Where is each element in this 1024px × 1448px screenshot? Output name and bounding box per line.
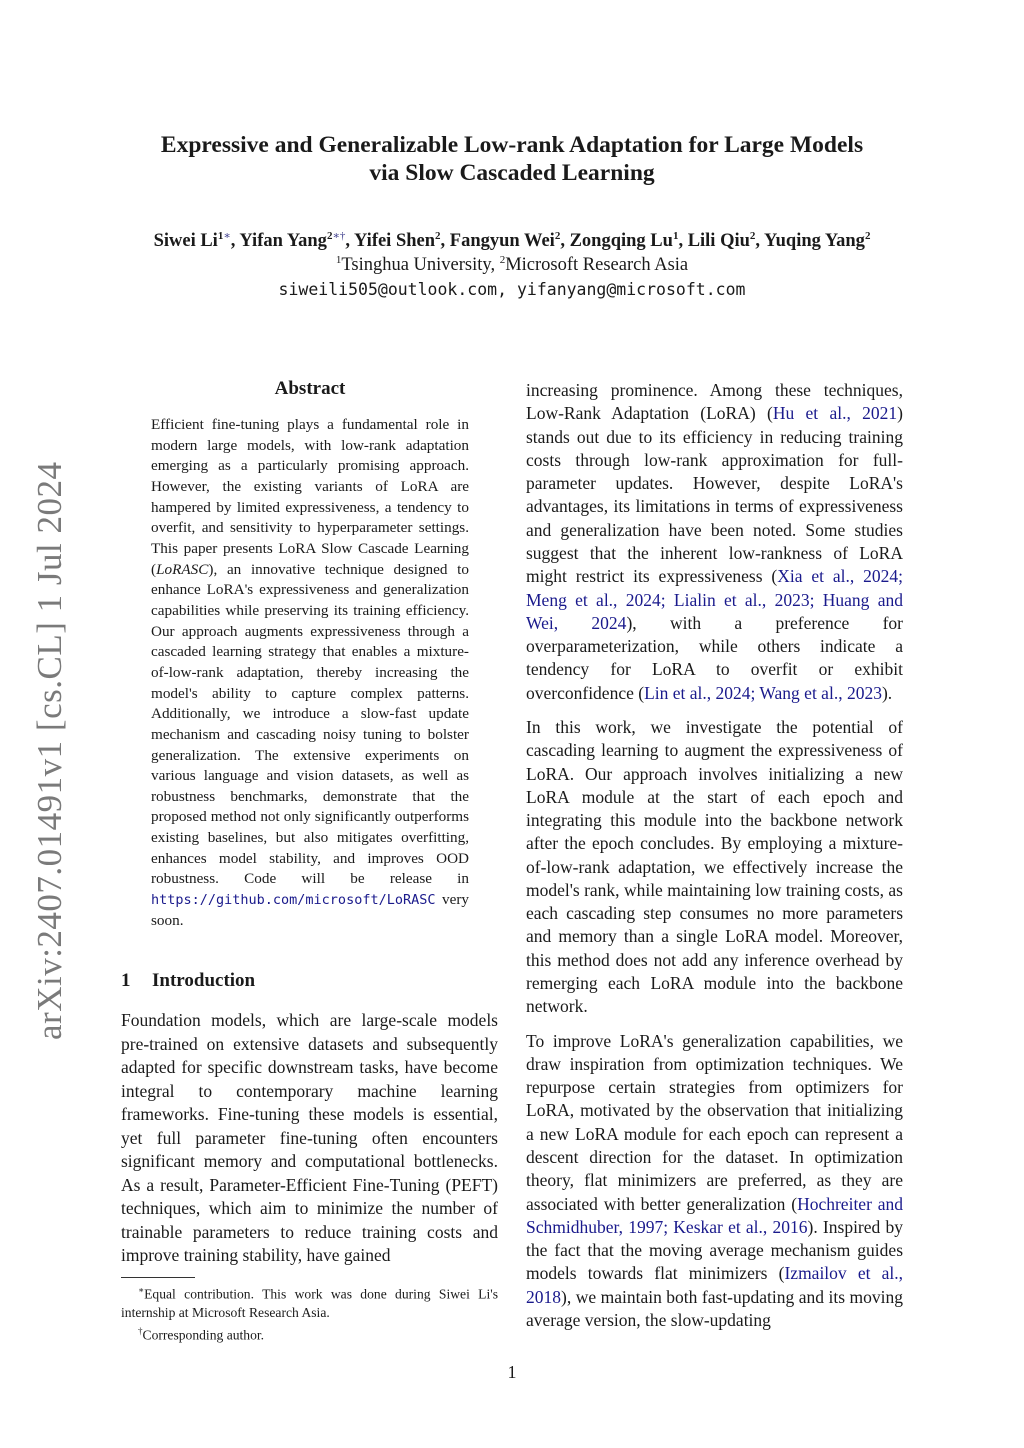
citation-link[interactable]: Lialin et al., 2023	[673, 589, 810, 610]
paper-title	[100, 131, 924, 187]
affiliation-microsoft: Microsoft Research Asia	[505, 255, 689, 276]
right-column	[526, 379, 903, 1332]
title-line-2: via Slow Cascaded Learning	[369, 160, 655, 186]
method-name: LoRASC	[156, 560, 209, 578]
citation-link[interactable]: Meng et al., 2024	[526, 589, 661, 610]
paragraph-generalization: To improve LoRA's generalization capabilities, we draw inspiration from optimization techniques. We repurpose certain strategies from optimizers for LoRA, motivated by the observation that initializing a new LoRA module for each epoch can represent a descent direction for the dataset. In optimization theory, flat minimizers are preferred, as they are associated with better generalization (Hochreiter and Schmidhuber, 1997; Keskar et al., 2016). Inspired by the fact that the moving average mechanism guides models towards flat minimizers (Izmailov et al., 2018), we maintain both fast-updating and its moving average version, the slow-updating	[526, 1030, 903, 1330]
citation-link[interactable]: Huang and Wei, 2024	[526, 589, 903, 633]
arxiv-identifier-stamp: arXiv:2407.01491v1 [cs.CL] 1 Jul 2024	[30, 461, 69, 1040]
section-number: 1	[121, 970, 131, 991]
abstract-body: Efficient fine-tuning plays a fundamental role in modern large models, with low-rank adaptation emerging as a particularly promising approach. However, the existing variants of LoRA are hampered by limited expressiveness, a tendency to overfit, and sensitivity to hyperparameter settings. This paper presents LoRA Slow Cascade Learning (LoRASC), an innovative technique designed to enhance LoRA's expressiveness and generalization capabilities while preserving its training efficiency. Our approach augments expressiveness through a cascaded learning strategy that enables a mixture-of-low-rank adaptation, thereby increasing the model's ability to capture complex patterns. Additionally, we introduce a slow-fast update mechanism and cascading noisy tuning to bolster generalization. The extensive experiments on various language and vision datasets, as well as robustness benchmarks, demonstrate that the proposed method not only significantly outperforms existing baselines, but also mitigates overfitting, enhances model stability, and improves OOD robustness. Code will be release in https://github.com/microsoft/LoRASC very soon.	[151, 416, 469, 929]
author-list	[60, 229, 964, 252]
section-title: Introduction	[152, 970, 256, 991]
title-line-1: Expressive and Generalizable Low-rank Adaptation for Large Models	[160, 132, 864, 158]
author: Fangyun Wei$^2$,	[449, 230, 570, 252]
author-emails: siweili505@outlook.com, yifanyang@microsoft.com	[278, 280, 746, 299]
section-heading-introduction	[121, 970, 255, 992]
paragraph-lora-background: increasing prominence. Among these techniques, Low-Rank Adaptation (LoRA) (Hu et al., 2021) stands out due to its efficiency in reducing training costs through low-rank approximation for full-parameter updates. However, despite LoRA's advantages, its limitations in terms of expressiveness and generalization have been noted. Some studies suggest that the inherent low-rankness of LoRA might restrict its expressiveness (Xia et al., 2024; Meng et al., 2024; Lialin et al., 2023; Huang and Wei, 2024), with a preference for overparameterization, while others indicate a tendency for LoRA to overfit or exhibit overconfidence (Lin et al., 2024; Wang et al., 2023).	[526, 380, 903, 703]
author: Yuqing Yang$^2$	[763, 230, 871, 252]
footnote-equal-contribution: ∗Equal contribution. This work was done during Siwei Li's internship at Microsoft Research Asia.	[121, 1285, 498, 1320]
footnotes	[121, 1281, 498, 1344]
citation-link[interactable]: Hu et al., 2021	[772, 403, 898, 424]
citation-link[interactable]: Xia et al., 2024	[777, 566, 899, 587]
author: Zongqing Lu$^1$,	[569, 230, 688, 252]
affiliations: $^1$Tsinghua University, $^2$Microsoft Research Asia	[335, 254, 689, 276]
footnote-divider	[121, 1277, 195, 1278]
citation-link[interactable]: Lin et al., 2024	[644, 682, 751, 703]
citation-link[interactable]: Keskar et al., 2016	[673, 1216, 808, 1237]
abstract-heading: Abstract	[274, 378, 346, 399]
citation-link[interactable]: Izmailov et al., 2018	[526, 1263, 903, 1307]
citation-link[interactable]: Wang et al., 2023	[759, 682, 882, 703]
introduction-paragraph-1: Foundation models, which are large-scale models pre-trained on extensive datasets and subsequently adapted for specific downstream tasks, have become integral to contemporary machine learning frameworks. Fine-tuning these models is essential, yet full parameter fine-tuning often encounters significant memory and computational bottlenecks. As a result, Parameter-Efficient Fine-Tuning (PEFT) techniques, which aim to minimize the number of trainable parameters to reduce training costs and improve training stability, have gained	[121, 1010, 498, 1265]
author: Siwei $Li^{1∗}$,	[153, 230, 240, 252]
paragraph-cascading-learning: In this work, we investigate the potential of cascading learning to augment the expressiveness of LoRA. Our approach involves initializing a new LoRA module at the start of each epoch and integrating this module into the backbone network after the epoch concludes. By employing a mixture-of-low-rank adaptation, we effectively increase the model's rank, while maintaining low training costs, as each cascading step consumes no more parameters and memory than a single LoRA model. Moreover, this method does not add any inference overhead by remerging each LoRA module into the backbone network.	[526, 716, 903, 1017]
author: Yifei Shen$^2$,	[354, 230, 450, 252]
author: Lili Qiu$^2$,	[687, 230, 764, 252]
citation-link[interactable]: Hochreiter and Schmidhuber, 1997	[526, 1193, 903, 1237]
footnote-corresponding-author: †Corresponding author.	[138, 1325, 265, 1343]
author: Yifan Yang$^{2∗\dagger}$,	[239, 230, 354, 252]
code-link[interactable]: https://github.com/microsoft/LoRASC	[151, 892, 436, 909]
page-number: 1	[507, 1362, 517, 1382]
affiliation-tsinghua: Tsinghua University,	[341, 255, 500, 276]
